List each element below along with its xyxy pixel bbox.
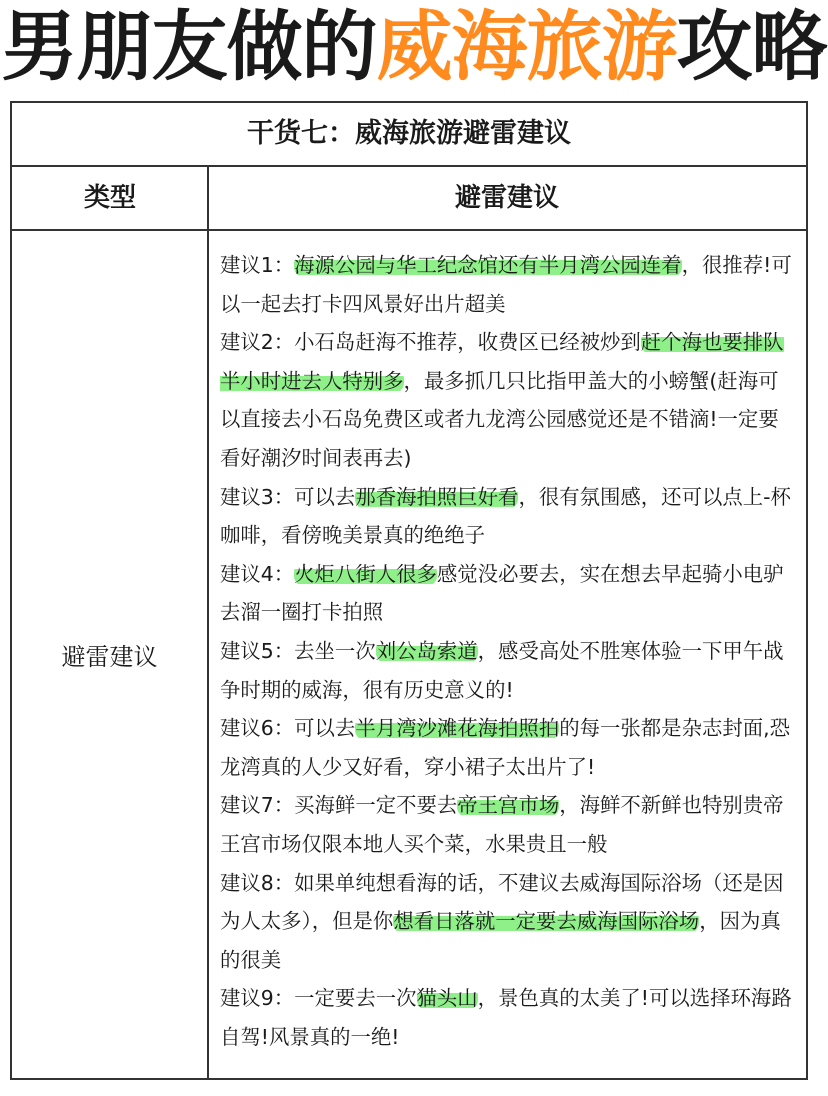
column-header-type: 类型	[83, 183, 136, 213]
advice-text: 建议3：可以去	[220, 484, 356, 509]
advice-item	[220, 632, 798, 709]
title-highlight: 威海旅游	[376, 2, 677, 91]
advice-highlight: 刘公岛索道	[375, 638, 478, 663]
advice-item	[220, 864, 798, 980]
advice-text: ，很有氛围感，还可以点上-杯咖啡，看傍晚美景真的绝绝子	[220, 484, 791, 548]
advice-highlight: 那香海拍照巨好看	[355, 484, 519, 509]
title-part-3: 攻略	[676, 2, 827, 91]
advice-text: 建议6：可以去	[220, 716, 356, 741]
advice-text: ，因为真的很美	[220, 909, 781, 972]
title-part-1: 男朋友做的	[1, 2, 377, 91]
advice-highlight: 赶个海也要排队半小时进去人特别多	[220, 330, 784, 393]
advice-highlight: 火炬八街人很多	[294, 561, 437, 586]
type-cell	[12, 231, 207, 1078]
advice-text: 感觉没必要去，实在想去早起骑小电驴去溜一圈打卡拍照	[220, 561, 784, 625]
advice-text: ，景色真的太美了!可以选择环海路自驾!风景真的一绝!	[220, 986, 792, 1049]
advice-item	[220, 478, 798, 555]
advice-highlight: 猫头山	[416, 986, 478, 1011]
advice-text: 建议8：如果单纯想看海的话，不建议去威海国际浴场（还是因为人太多），但是你	[220, 870, 784, 934]
advice-item	[220, 246, 798, 323]
advice-list	[220, 246, 798, 1056]
advice-text: 建议1：	[220, 253, 295, 277]
type-cell-label: 避雷建议	[61, 643, 158, 671]
advice-item	[220, 323, 798, 477]
advice-text: 建议5：去坐一次	[220, 638, 376, 663]
advice-highlight: 海源公园与华工纪念馆还有半月湾公园连着	[294, 253, 682, 277]
advice-text: ，最多抓几只比指甲盖大的小螃蟹(赶海可以直接去小石岛免费区或者九龙湾公园感觉还是不错滴!一定要看好潮汐时间表再去)	[220, 368, 779, 470]
column-divider	[207, 167, 209, 1078]
advice-highlight: 想看日落就一定要去威海国际浴场	[393, 909, 700, 934]
advice-text: ，很推荐!可以一起去打卡四风景好出片超美	[220, 253, 792, 316]
advice-text: 建议9：一定要去一次	[220, 986, 417, 1011]
table-caption: 干货七：威海旅游避雷建议	[12, 103, 806, 167]
advice-text: 建议2：小石岛赶海不推荐，收费区已经被炒到	[220, 330, 641, 355]
advice-text: 建议7：买海鲜一定不要去	[220, 793, 458, 818]
advice-text: 的每一张都是杂志封面,恐龙湾真的人少又好看，穿小裙子太出片了!	[220, 716, 791, 779]
advice-highlight: 半月湾沙滩花海拍照拍	[355, 716, 560, 741]
advice-table	[10, 101, 808, 1080]
advice-highlight: 帝王宫市场	[457, 793, 560, 818]
advice-item	[220, 709, 798, 786]
advice-text: 建议4：	[220, 561, 295, 586]
advice-text: ，海鲜不新鲜也特别贵帝王宫市场仅限本地人买个菜，水果贵且一般	[220, 793, 784, 856]
advice-text: ，感受高处不胜寒体验一下甲午战争时期的威海，很有历史意义的!	[220, 638, 784, 702]
column-header-advice: 避雷建议	[454, 183, 559, 213]
advice-item	[220, 786, 798, 863]
page-title	[0, 2, 828, 92]
advice-item	[220, 979, 798, 1056]
table-header-row	[12, 167, 806, 231]
advice-item	[220, 555, 798, 632]
